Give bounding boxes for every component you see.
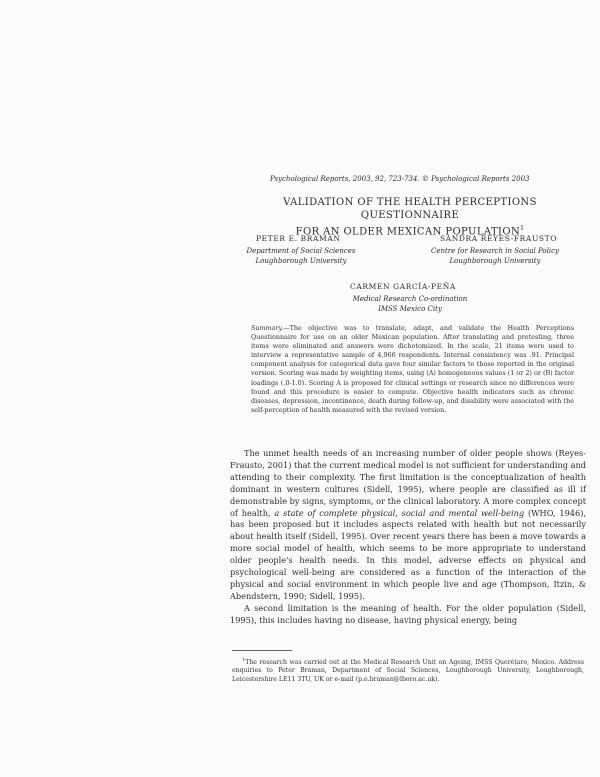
author-2-name: SANDRA REYES-FRAUSTO xyxy=(440,234,557,243)
author-2-univ: Loughborough University xyxy=(449,257,541,265)
paragraph-1-emphasis: a state of complete physical, social and mental well-being xyxy=(274,507,525,518)
paragraph-2: A second limitation is the meaning of health. For the older population (Sidell, 1995), this includes having no disease, having physical energy, being xyxy=(230,602,586,625)
abstract xyxy=(251,324,574,415)
footnote xyxy=(232,656,584,684)
title-line-2-text: FOR AN OLDER MEXICAN POPULATION xyxy=(295,226,521,238)
author-3-inst: IMSS Mexico City xyxy=(378,305,442,313)
paragraph-1 xyxy=(230,448,586,603)
author-1-affiliation xyxy=(236,246,366,266)
author-1-dept: Department of Social Sciences xyxy=(246,247,356,255)
abstract-lead: Summary. xyxy=(251,324,284,332)
body-text xyxy=(230,448,586,627)
author-2-affiliation xyxy=(420,246,570,266)
footnote-rule xyxy=(232,650,292,651)
title-footnote-marker: 1 xyxy=(520,225,525,232)
author-3-name: CARMEN GARCÍA-PEÑA xyxy=(350,282,456,291)
footnote-text: The research was carried out at the Medical Research Unit on Ageing, IMSS Querétaro, Mexico. Address enquiries to Peter Braman, Department of Social Sciences, Loughborough University, Loughborough, Leicestershire LE11 3TU, UK or e-mail (p.e.braman@lboro.ac.uk). xyxy=(232,659,584,683)
abstract-text: —The objective was to translate, adapt, and validate the Health Perceptions Questionnaire for use on an older Mexican population. After translating and pretesting, three items were eliminated and answers were dichotomized. In the scale, 21 items were used to interview a representative sample of 4,966 respondents. Internal consistency was .91. Principal component analysis for categorical data gave four similar factors to those reported in the original version. Scoring was made by weighting items, using (A) homogeneous values (1 or 2) or (B) factor loadings (.0-1.0). Scoring A is proposed for clinical settings or research since no differences were found and this procedure is easier to compute. Objective health indicators such as chronic diseases, depression, incontinence, death during follow-up, and disability were associated with the self-perception of health measured with the revised version. xyxy=(251,324,574,414)
author-1-name: PETER E. BRAMAN xyxy=(256,234,341,243)
footnote-marker: 1 xyxy=(242,657,246,663)
author-3-affiliation xyxy=(340,294,480,314)
paragraph-1-part-a: The unmet health needs of an increasing number of older people shows (Reyes-Frausto, 2001) that the current medical model is not sufficient for understanding and attending to their complexity. The first limitation is the conceptualization of health dominant in western cultures (Sidell, 1995), where people are classified as ill if demonstrable by signs, symptoms, or the clinical laboratory. A more complex concept of health, xyxy=(230,448,586,518)
author-1-univ: Loughborough University xyxy=(255,257,347,265)
paragraph-1-part-b: (WHO, 1946), has been proposed but it includes aspects related with health but not necessarily about health itself (Sidell, 1995). Over recent years there has been a move towards a more social model of health, which seems to be more appropriate to understand older people's health needs. In this model, adverse effects on physical and psychological well-being are considered as a function of the interaction of the physical and social environment in which people live and age (Thompson, Itzin, & Abendstern, 1990; Sidell, 1995). xyxy=(230,507,586,601)
running-head: Psychological Reports, 2003, 92, 723-734. © Psychological Reports 2003 xyxy=(270,175,530,183)
author-3-dept: Medical Research Co-ordination xyxy=(352,295,468,303)
article-title xyxy=(236,196,584,238)
author-2-dept: Centre for Research in Social Policy xyxy=(430,247,559,255)
title-line-1: VALIDATION OF THE HEALTH PERCEPTIONS QUESTIONNAIRE xyxy=(283,197,537,221)
